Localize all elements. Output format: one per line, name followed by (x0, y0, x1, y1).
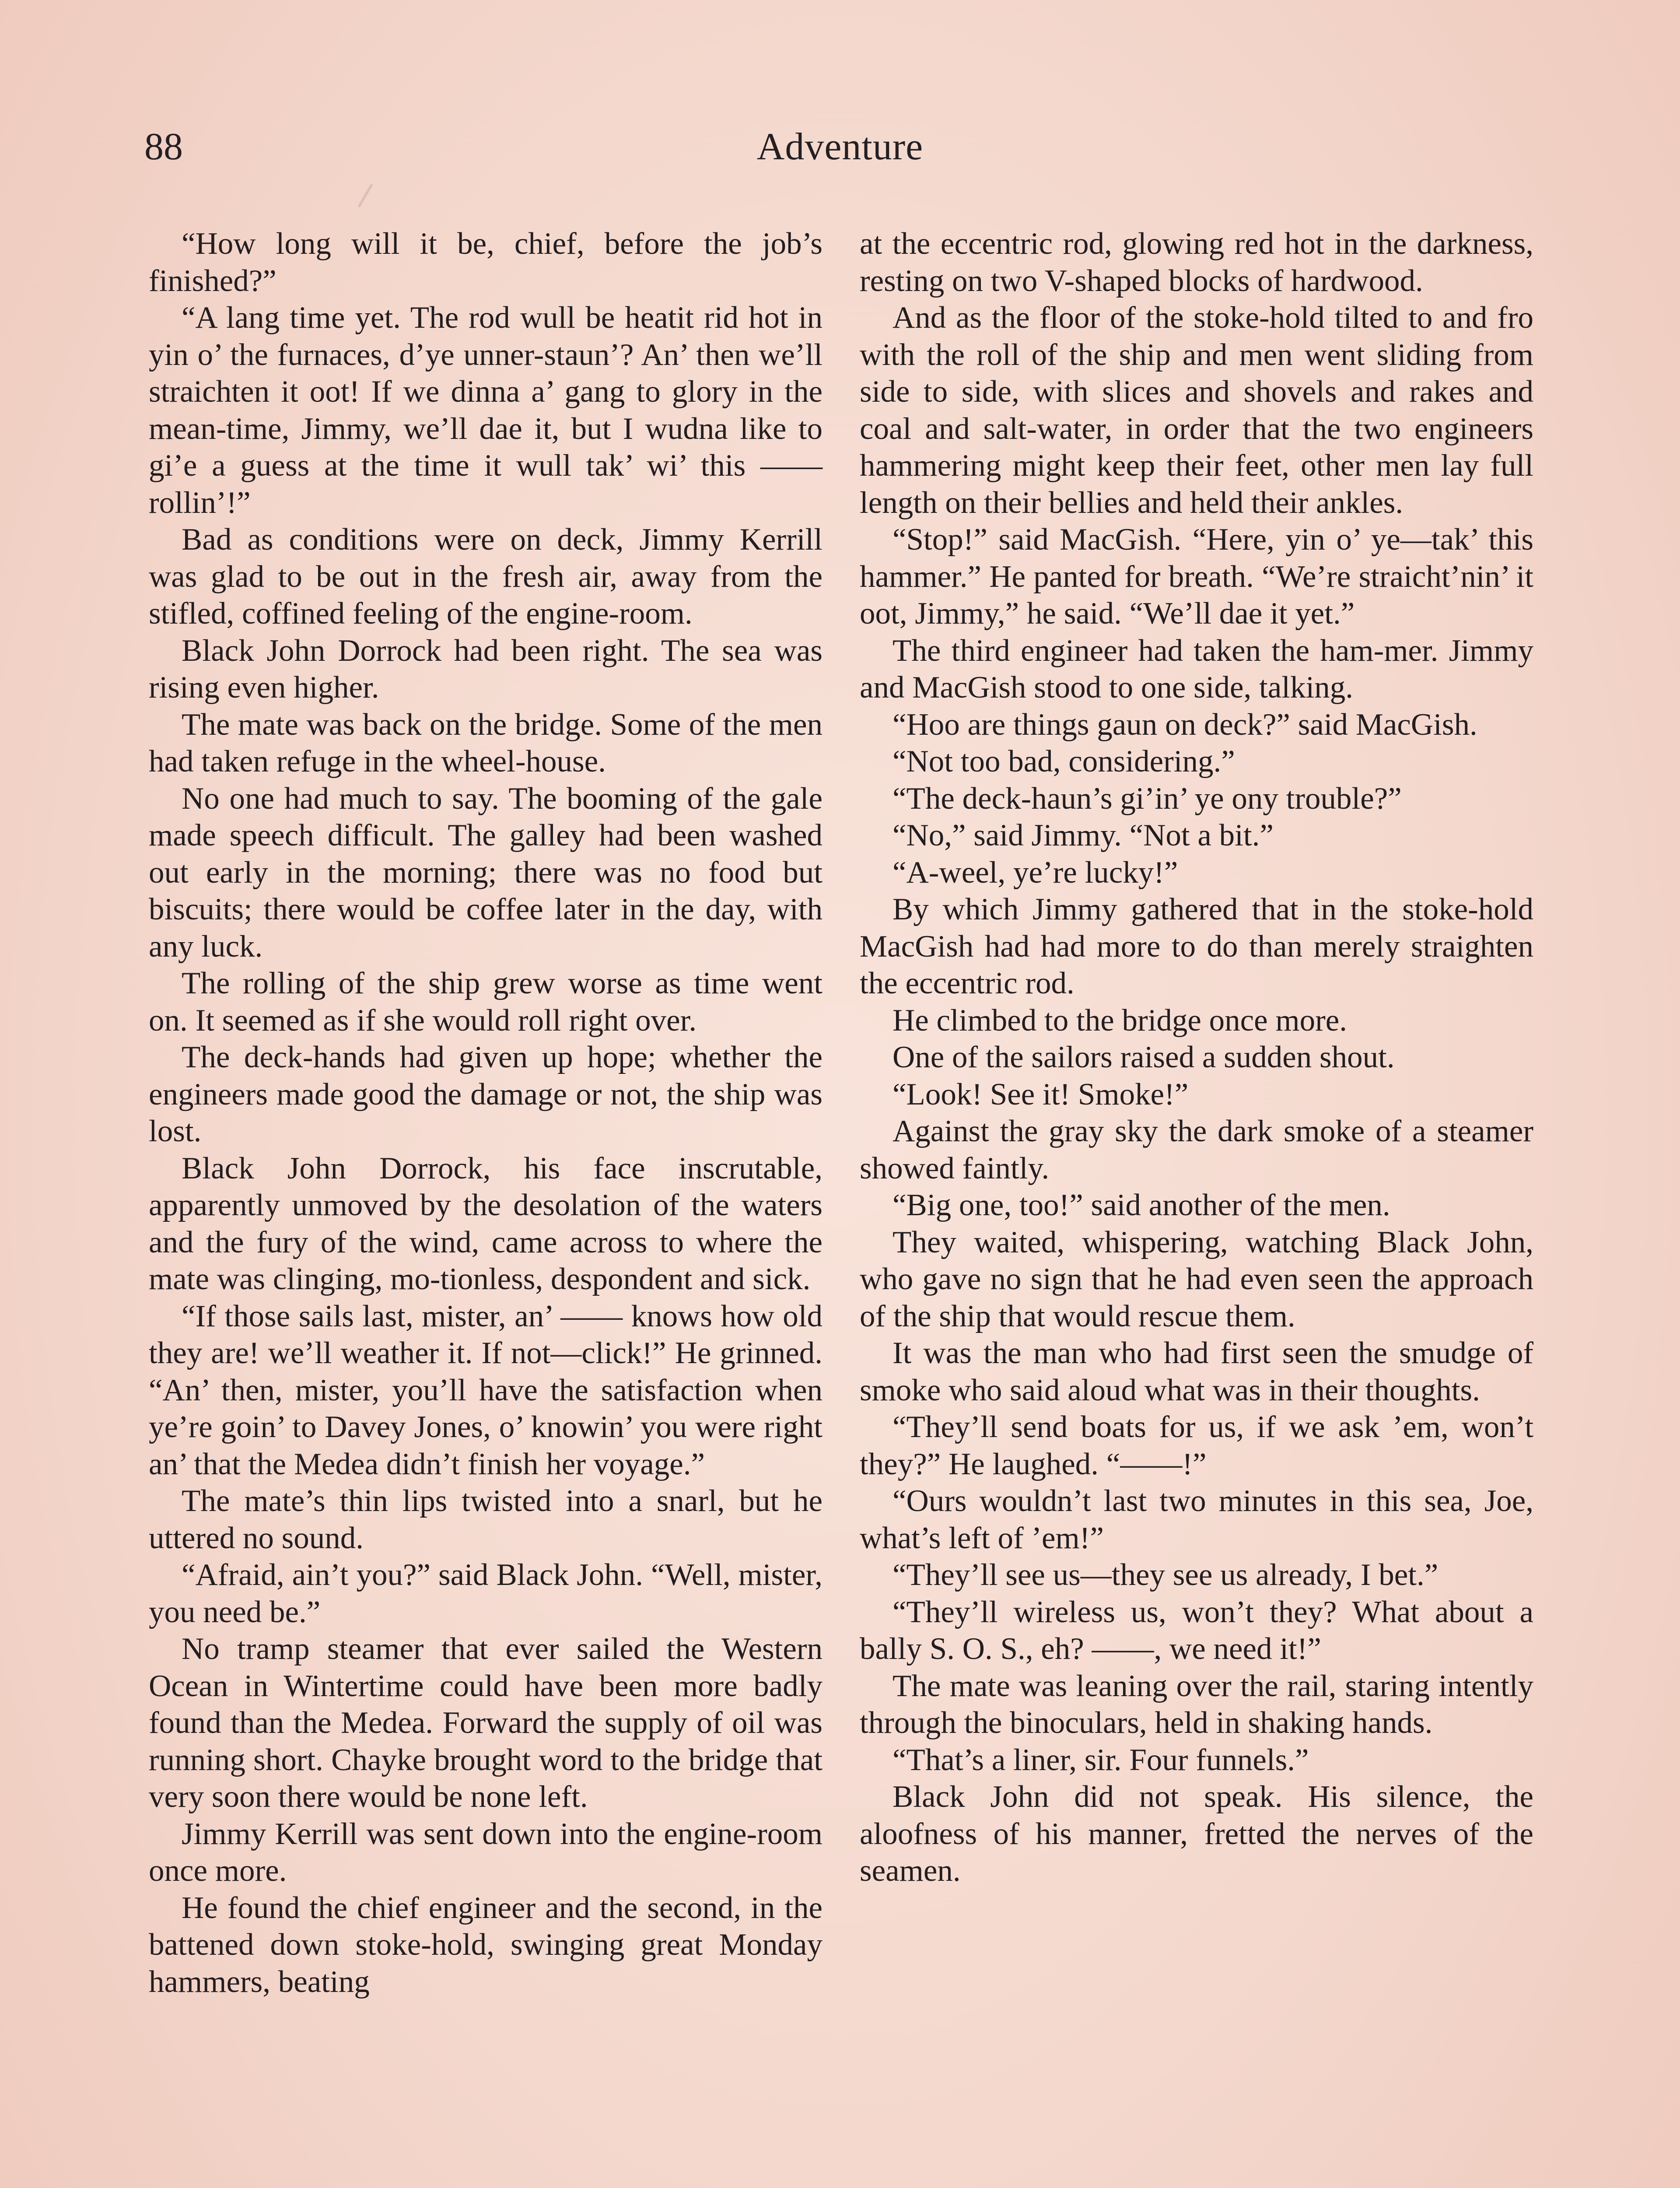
paragraph: “Hoo are things gaun on deck?” said MacGish. (892, 707, 1477, 742)
paragraph: Jimmy Kerrill was sent down into the engine-room once more. (149, 1816, 822, 1888)
paragraph: “No,” said Jimmy. “Not a bit.” (892, 818, 1274, 852)
paragraph: “If those sails last, mister, an’ —— knows how old they are! we’ll weather it. If not—click!” He grinned. “An’ then, mister, you’ll have the satisfaction when ye’re goin’ to Davey Jones, o’ knowin’ you were right an’ that the Medea didn’t finish her voyage.” (149, 1299, 822, 1481)
paragraph: By which Jimmy gathered that in the stoke-hold MacGish had had more to do than merely straighten the eccentric rod. (860, 892, 1533, 1000)
paragraph: The third engineer had taken the ham-mer. Jimmy and MacGish stood to one side, talking. (860, 633, 1533, 705)
paragraph: “Afraid, ain’t you?” said Black John. “Well, mister, you need be.” (149, 1558, 822, 1629)
left-text-column (149, 225, 822, 2000)
paragraph: “A-weel, ye’re lucky!” (892, 855, 1178, 890)
paragraph: “They’ll wireless us, won’t they? What about a bally S. O. S., eh? ——, we need it!” (860, 1595, 1533, 1666)
paragraph: Black John did not speak. His silence, the aloofness of his manner, fretted the nerves of the seamen. (860, 1780, 1533, 1888)
paragraph: “Ours wouldn’t last two minutes in this sea, Joe, what’s left of ’em!” (860, 1484, 1533, 1555)
paragraph: “The deck-haun’s gi’in’ ye ony trouble?” (892, 781, 1402, 816)
paragraph: “Stop!” said MacGish. “Here, yin o’ ye—tak’ this hammer.” He panted for breath. “We’re straicht’nin’ it oot, Jimmy,” he said. “We’ll dae it yet.” (860, 522, 1533, 631)
paragraph: He climbed to the bridge once more. (892, 1003, 1347, 1038)
paragraph: The mate was back on the bridge. Some of the men had taken refuge in the wheel-house. (149, 707, 822, 778)
paragraph: They waited, whispering, watching Black John, who gave no sign that he had even seen the approach of the ship that would rescue them. (860, 1225, 1533, 1333)
paragraph: “Not too bad, considering.” (892, 744, 1235, 778)
paragraph: Black John Dorrock had been right. The sea was rising even higher. (149, 633, 822, 705)
paragraph: “Big one, too!” said another of the men. (892, 1188, 1390, 1222)
page-number: 88 (144, 126, 183, 168)
paragraph: Bad as conditions were on deck, Jimmy Kerrill was glad to be out in the fresh air, away from the stifled, coffined feeling of the engine-room. (149, 522, 822, 631)
paragraph: And as the floor of the stoke-hold tilted to and fro with the roll of the ship and men went sliding from side to side, with slices and shovels and rakes and coal and salt-water, in order that the two engineers hammering might keep their feet, other men lay full length on their bellies and held their ankles. (860, 301, 1533, 520)
paragraph: “A lang time yet. The rod wull be heatit rid hot in yin o’ the furnaces, d’ye unner-staun’? An’ then we’ll straichten it oot! If we dinna a’ gang to glory in the mean-time, Jimmy, we’ll dae it, but I wudna like to gi’e a guess at the time it wull tak’ wi’ this —— rollin’!” (149, 301, 822, 520)
paragraph: The rolling of the ship grew worse as time went on. It seemed as if she would roll right over. (149, 966, 822, 1038)
paragraph: One of the sailors raised a sudden shout. (892, 1040, 1395, 1074)
paragraph: “Look! See it! Smoke!” (892, 1077, 1189, 1112)
paragraph: The mate was leaning over the rail, staring intently through the binoculars, held in shaking hands. (860, 1669, 1533, 1740)
paragraph: “That’s a liner, sir. Four funnels.” (892, 1743, 1309, 1777)
paragraph: Black John Dorrock, his face inscrutable, apparently unmoved by the desolation of the waters and the fury of the wind, came across to where the mate was clinging, mo-tionless, despondent and sick. (149, 1151, 822, 1296)
right-text-column (860, 225, 1533, 1890)
paragraph: “They’ll see us—they see us already, I bet.” (892, 1558, 1438, 1592)
paragraph: He found the chief engineer and the second, in the battened down stoke-hold, swinging great Monday hammers, beating (149, 1890, 822, 1999)
paragraph: “How long will it be, chief, before the job’s finished?” (149, 227, 822, 298)
paper-scratch (357, 184, 373, 208)
paragraph: The deck-hands had given up hope; whether the engineers made good the damage or not, the ship was lost. (149, 1040, 822, 1148)
paragraph: The mate’s thin lips twisted into a snarl, but he uttered no sound. (149, 1484, 822, 1555)
paragraph: “They’ll send boats for us, if we ask ’em, won’t they?” He laughed. “——!” (860, 1410, 1533, 1481)
paragraph: No one had much to say. The booming of the gale made speech difficult. The galley had been washed out early in the morning; there was no food but biscuits; there would be coffee later in the day, with any luck. (149, 781, 822, 964)
paragraph: No tramp steamer that ever sailed the Western Ocean in Wintertime could have been more badly found than the Medea. Forward the supply of oil was running short. Chayke brought word to the bridge that very soon there would be none left. (149, 1632, 822, 1814)
paragraph-continuation: at the eccentric rod, glowing red hot in the darkness, resting on two V-shaped blocks of hardwood. (860, 227, 1533, 298)
paragraph: It was the man who had first seen the smudge of smoke who said aloud what was in their thoughts. (860, 1336, 1533, 1407)
paragraph: Against the gray sky the dark smoke of a steamer showed faintly. (860, 1114, 1533, 1185)
running-title: Adventure (756, 126, 924, 168)
